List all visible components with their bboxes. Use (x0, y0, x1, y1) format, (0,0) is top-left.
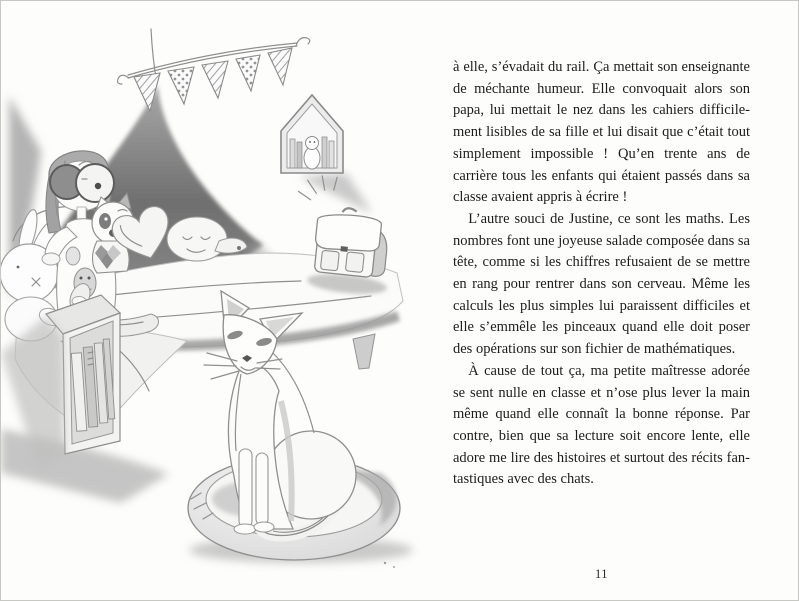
satchel-flap (315, 212, 382, 254)
satchel-handle (343, 208, 357, 214)
bird-figurine (304, 137, 320, 170)
cat-paw (254, 522, 274, 532)
cat-front-leg (256, 453, 268, 525)
glasses-right-lens (76, 164, 114, 202)
house-shelf (281, 95, 373, 214)
bunting-flags (118, 38, 310, 111)
paragraph: à elle, s’évadait du rail. Ça mettait son enseignante de méchante humeur. Elle convoquait alors son papa, lui mettait le nez dans les cahiers difficilement lisibles de sa fille et lui disait que c’était tout simplement impossible ! Qu’en trente ans de carrière tous les enfants qui étaient passés dans sa classe avaient appris à écrire ! (453, 59, 750, 206)
cat-paw (234, 524, 256, 534)
page-number: 11 (594, 567, 609, 581)
cat-front-leg (239, 449, 252, 527)
paragraph: À cause de tout ça, ma petite maîtresse adorée se sent nulle en classe et n’ose plus lever la main même quand elle connaît la bonne réponse. Par contre, bien que sa lecture soit encore lente, elle adore me lire des histoires et surtout des récits fantastiques avec des chats. (453, 362, 750, 488)
bedroom-illustration (1, 1, 436, 600)
cat-back (273, 353, 314, 433)
story-text (453, 57, 750, 491)
paragraph: L’autre souci de Justine, ce sont les maths. Les nombres font une joyeuse salade composée dans sa tête, comme si les chiffres refusaient de se mettre en rang pour rentrer dans son cerveau. Même les calculs les plus simples lui paraissent difficiles et elle s’emmêle les pinceaux quand elle doit poser des opérations sur son fichier de mathématiques. (453, 210, 750, 358)
